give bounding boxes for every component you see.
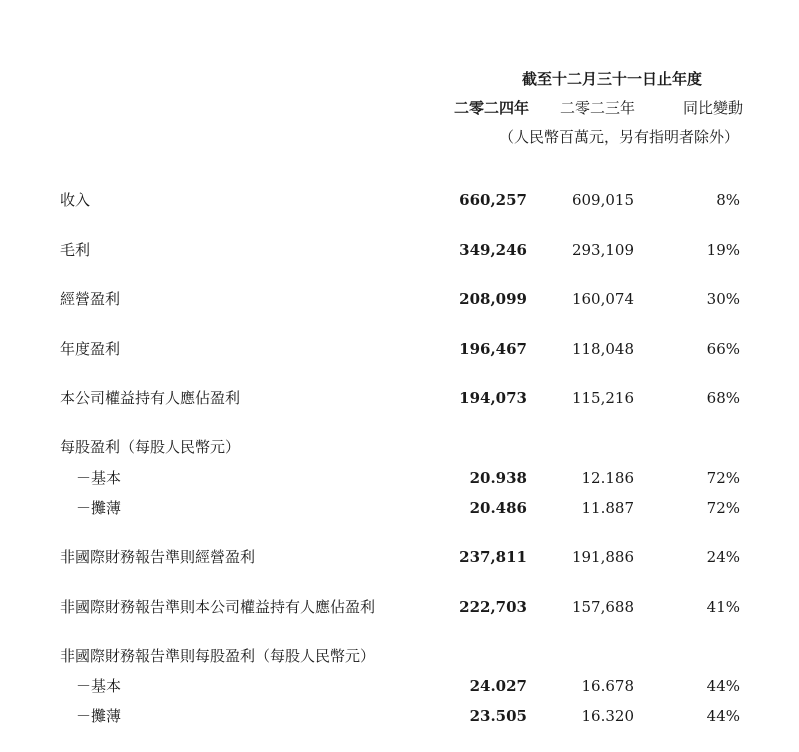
value-2024: 660,257 xyxy=(459,191,527,209)
row-label: 每股盈利（每股人民幣元） xyxy=(60,438,241,456)
value-yoy: 66% xyxy=(706,340,740,358)
table-row xyxy=(0,289,799,309)
table-row xyxy=(0,676,799,696)
table-row xyxy=(0,240,799,260)
value-2024: 237,811 xyxy=(459,548,527,566)
column-header-2023: 二零二三年 xyxy=(560,99,636,117)
value-2024: 222,703 xyxy=(459,598,527,616)
value-2023: 11.887 xyxy=(581,499,634,517)
table-row-section xyxy=(0,646,799,666)
table-row xyxy=(0,339,799,359)
value-yoy: 72% xyxy=(706,499,740,517)
value-yoy: 44% xyxy=(706,677,740,695)
value-2024: 23.505 xyxy=(469,707,527,725)
unit-note: （人民幣百萬元，另有指明者除外） xyxy=(499,128,740,146)
value-yoy: 24% xyxy=(706,548,740,566)
row-label: －基本 xyxy=(76,469,122,487)
row-label: 年度盈利 xyxy=(60,340,121,358)
value-2023: 609,015 xyxy=(571,191,634,209)
row-label: －攤薄 xyxy=(76,707,122,725)
value-yoy: 44% xyxy=(706,707,740,725)
column-header-yoy: 同比變動 xyxy=(683,99,744,117)
value-2023: 160,074 xyxy=(571,290,634,308)
value-2023: 16.678 xyxy=(581,677,634,695)
value-2024: 349,246 xyxy=(459,241,527,259)
row-label: 收入 xyxy=(60,191,91,209)
value-2023: 115,216 xyxy=(571,389,634,407)
table-row xyxy=(0,547,799,567)
table-row xyxy=(0,388,799,408)
value-yoy: 41% xyxy=(706,598,740,616)
value-2024: 194,073 xyxy=(459,389,527,407)
row-label: 非國際財務報告準則本公司權益持有人應佔盈利 xyxy=(60,598,376,616)
value-yoy: 8% xyxy=(716,191,740,209)
value-2024: 196,467 xyxy=(459,340,527,358)
row-label: 非國際財務報告準則經營盈利 xyxy=(60,548,256,566)
value-2023: 293,109 xyxy=(571,241,634,259)
column-header-2024: 二零二四年 xyxy=(454,99,530,117)
value-yoy: 30% xyxy=(706,290,740,308)
period-header: 截至十二月三十一日止年度 xyxy=(522,70,703,88)
table-row-section xyxy=(0,437,799,457)
table-row xyxy=(0,498,799,518)
row-label: 經營盈利 xyxy=(60,290,121,308)
value-yoy: 72% xyxy=(706,469,740,487)
table-row xyxy=(0,468,799,488)
row-label: 非國際財務報告準則每股盈利（每股人民幣元） xyxy=(60,647,376,665)
table-row xyxy=(0,706,799,726)
value-2024: 24.027 xyxy=(469,677,527,695)
table-row xyxy=(0,597,799,617)
row-label: －攤薄 xyxy=(76,499,122,517)
row-label: 毛利 xyxy=(60,241,91,259)
value-2024: 20.938 xyxy=(469,469,527,487)
value-2024: 20.486 xyxy=(469,499,527,517)
value-2024: 208,099 xyxy=(459,290,527,308)
value-2023: 12.186 xyxy=(581,469,634,487)
table-row xyxy=(0,190,799,210)
row-label: －基本 xyxy=(76,677,122,695)
value-2023: 191,886 xyxy=(571,548,634,566)
value-2023: 16.320 xyxy=(581,707,634,725)
value-yoy: 68% xyxy=(706,389,740,407)
row-label: 本公司權益持有人應佔盈利 xyxy=(60,389,241,407)
value-2023: 118,048 xyxy=(571,340,634,358)
value-yoy: 19% xyxy=(706,241,740,259)
value-2023: 157,688 xyxy=(571,598,634,616)
